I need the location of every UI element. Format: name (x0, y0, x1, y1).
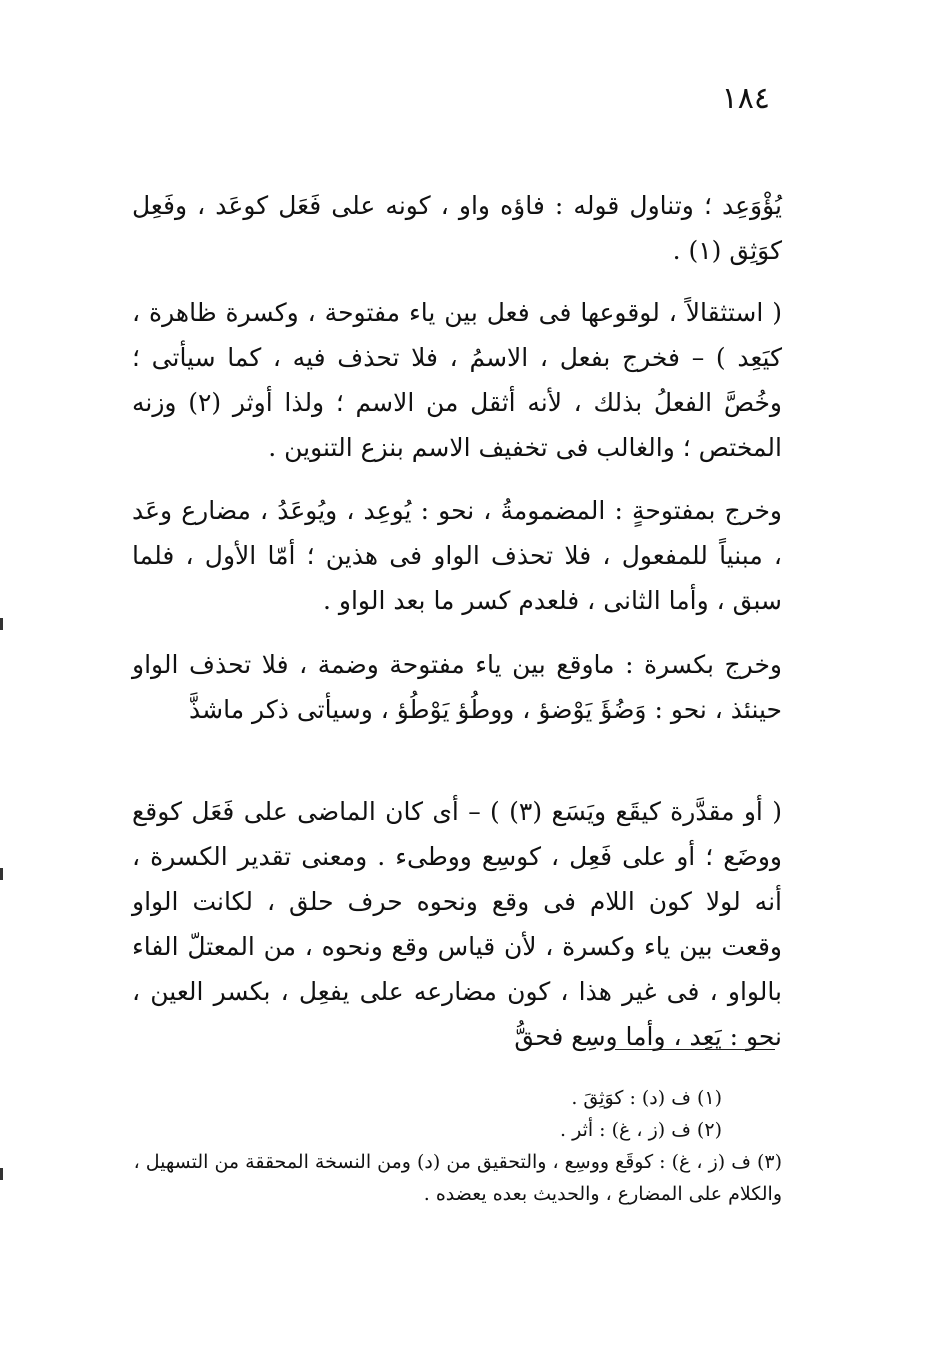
footnote-1: (١) ف (د) : كوَثِقَ . (571, 1087, 722, 1109)
scan-edge-mark (0, 868, 3, 880)
scan-edge-mark (0, 1168, 3, 1180)
paragraph-2: ( استثقالاً ، لوقوعها فى فعل بين ياء مفتوحة ، وكسرة ظاهرة ، كيَعِد ) – فخرج بفعل ، الاسمُ ، فلا تحذف فيه ، كما سيأتى ؛ وخُصَّ الفعلُ بذلك ، لأنه أثقل من الاسم ؛ ولذا أوثر (٢) وزنه المختص ؛ والغالب فى تخفيف الاسم بنزع التنوين . (132, 298, 782, 462)
footnote-separator (615, 1049, 775, 1050)
footnotes (132, 1082, 782, 1210)
scan-edge-mark (0, 618, 3, 630)
footnote-2: (٢) ف (ز ، غ) : أثر . (560, 1119, 722, 1141)
paragraph-5: ( أو مقدَّرة كيقَع ويَسَع (٣) ) – أى كان الماضى على فَعَل كوقع ووضَع ؛ أو على فَعِل ، كوسِع ووطىء . ومعنى تقدير الكسرة ، أنه لولا كون اللام فى وقع ونحوه حرف حلق ، لكانت الواو وقعت بين ياء وكسرة ، لأن قياس وقع ونحوه ، من المعتلّ الفاء بالواو ، فى غير هذا ، كون مضارعه على يفعِل ، بكسر العين ، نحو : يَعِد ، وأما وسِع فحقُّ (132, 797, 782, 1051)
footnote-3: (٣) ف (ز ، غ) : كوقَع ووسِع ، والتحقيق من (د) ومن النسخة المحققة من التسهيل ، والكلام على المضارع ، والحديث بعده يعضده . (133, 1151, 782, 1205)
paragraph-3: وخرج بمفتوحةٍ : المضمومةُ ، نحو : يُوعِد ، ويُوعَدُ ، مضارع وعَد ، مبنياً للمفعول ، فلا تحذف الواو فى هذين ؛ أمّا الأول ، فلما سبق ، وأما الثانى ، فلعدم كسر ما بعد الواو . (132, 496, 782, 615)
paragraph-1: يُؤْوَعِد ؛ وتناول قوله : فاؤه واو ، كونه على فَعَل كوعَد ، وفَعِل كوَثِق (١) . (132, 191, 782, 265)
paragraph-4: وخرج بكسرة : ماوقع بين ياء مفتوحة وضمة ، فلا تحذف الواو حينئذ ، نحو : وَضُؤَ يَوْضؤ ، ووطُؤ يَوْطُؤ ، وسيأتى ذكر ماشذَّ (132, 650, 782, 724)
page-number: ١٨٤ (721, 81, 770, 116)
